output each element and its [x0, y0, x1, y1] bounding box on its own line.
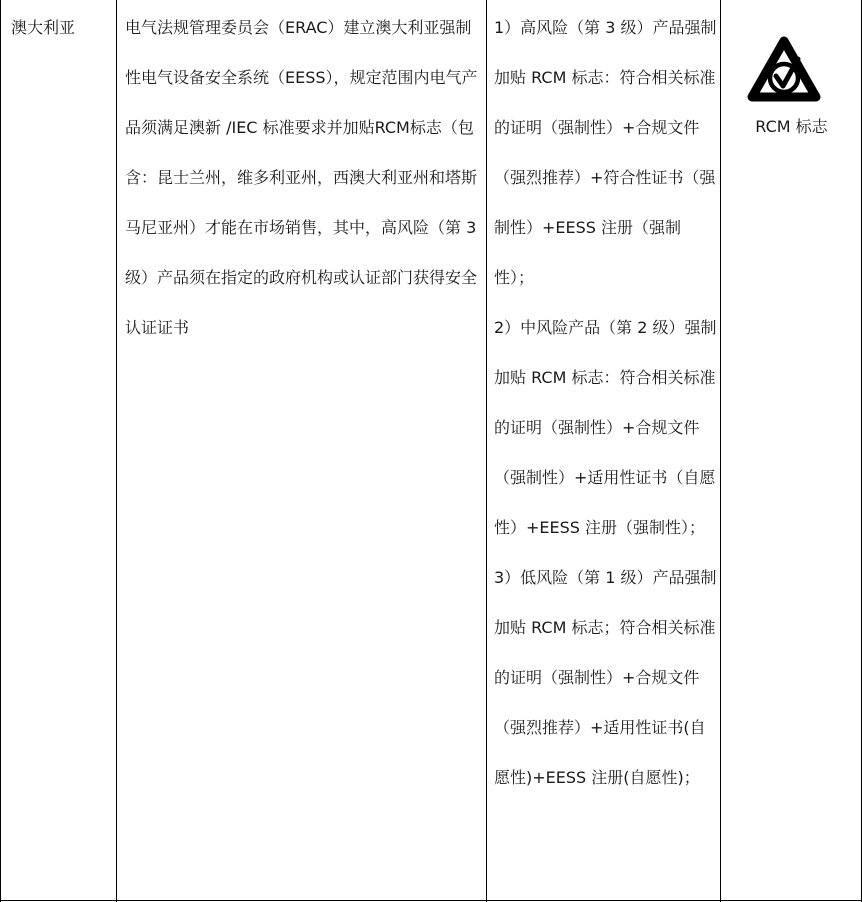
rcm-logo-icon	[746, 35, 822, 105]
requirements-cell	[487, 0, 721, 902]
requirement-high-risk: 1）高风险（第 3 级）产品强制加贴 RCM 标志：符合相关标准的证明（强制性）+合规文件（强烈推荐）+符合性证书（强制性）+EESS 注册（强制性）；	[494, 18, 717, 287]
country-cell	[0, 0, 117, 902]
regulation-description: 电气法规管理委员会（ERAC）建立澳大利亚强制性电气设备安全系统（EESS），规定范围内电气产品须满足澳新 /IEC 标准要求并加贴RCM标志（包含：昆士兰州，维多利亚州，西澳大利亚州和塔斯马尼亚州）才能在市场销售，其中，高风险（第 3 级）产品须在指定的政府机构或认证部门获得安全认证证书	[125, 18, 478, 337]
description-cell	[117, 0, 487, 902]
mark-label: RCM 标志	[755, 117, 828, 136]
country-name: 澳大利亚	[11, 18, 76, 37]
requirement-low-risk: 3）低风险（第 1 级）产品强制加贴 RCM 标志；符合相关标准的证明（强制性）+合规文件（强烈推荐）+适用性证书(自愿性)+EESS 注册(自愿性)；	[494, 568, 717, 787]
requirement-medium-risk: 2）中风险产品（第 2 级）强制加贴 RCM 标志：符合相关标准的证明（强制性）+合规文件（强制性）+适用性证书（自愿性）+EESS 注册（强制性）；	[494, 318, 717, 537]
mark-cell	[721, 0, 862, 902]
